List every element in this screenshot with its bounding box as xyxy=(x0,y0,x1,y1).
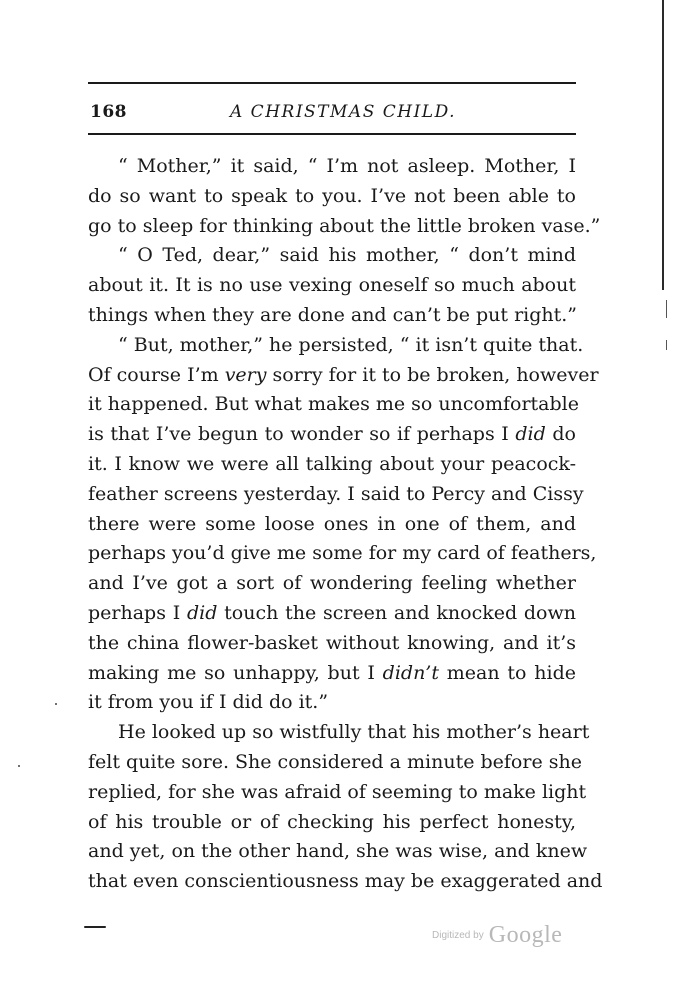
text-line: perhaps I did touch the screen and knocked down xyxy=(88,601,576,624)
margin-speck xyxy=(18,765,20,767)
running-header xyxy=(88,102,576,126)
emphasis: didn’t xyxy=(382,661,439,684)
text-line: replied, for she was afraid of seeming to make light xyxy=(88,780,587,803)
text-line: the china flower-basket without knowing, and it’s xyxy=(88,631,576,654)
text-line: of his trouble or of checking his perfect honesty, xyxy=(88,810,576,833)
text-line: feather screens yesterday. I said to Percy and Cissy xyxy=(88,482,584,505)
text-line: do so want to speak to you. I’ve not been able to xyxy=(88,184,576,207)
emphasis: very xyxy=(224,363,267,386)
margin-speck xyxy=(55,703,57,705)
text-line: “ But, mother,” he persisted, “ it isn’t quite that. xyxy=(118,333,584,356)
text-line: “ O Ted, dear,” said his mother, “ don’t mind xyxy=(118,244,576,267)
text-line: about it. It is no use vexing oneself so much about xyxy=(88,274,576,297)
emphasis: did xyxy=(186,601,218,624)
running-head-title: A CHRISTMAS CHILD. xyxy=(230,102,457,122)
text-line: things when they are done and can’t be put right.” xyxy=(88,303,578,326)
page-edge-tick xyxy=(666,300,667,318)
page-edge-tick xyxy=(666,340,667,350)
digitization-watermark xyxy=(432,922,562,949)
text-line: is that I’ve begun to wonder so if perhaps I did do xyxy=(88,423,576,446)
header-rule-bottom xyxy=(88,133,576,135)
watermark-brand: Google xyxy=(488,922,563,948)
text-line: that even conscientiousness may be exaggerated and xyxy=(88,870,603,893)
text-line: there were some loose ones in one of them, and xyxy=(88,512,576,535)
text-line: Of course I’m very sorry for it to be broken, however xyxy=(88,363,599,386)
page-number: 168 xyxy=(90,102,127,122)
watermark-digitized-by: Digitized by xyxy=(432,930,484,941)
text-line: He looked up so wistfully that his mother’s heart xyxy=(118,721,590,744)
emphasis: did xyxy=(515,423,546,446)
header-rule-top xyxy=(88,82,576,84)
text-line: and I’ve got a sort of wondering feeling whether xyxy=(88,572,576,595)
text-line: it from you if I did do it.” xyxy=(88,691,329,714)
footer-mark xyxy=(84,926,106,928)
page-edge-line xyxy=(662,0,664,290)
text-line: and yet, on the other hand, she was wise, and knew xyxy=(88,840,588,863)
body-text xyxy=(88,152,603,897)
text-line: perhaps you’d give me some for my card of feathers, xyxy=(88,542,597,565)
text-line: felt quite sore. She considered a minute before she xyxy=(88,750,582,773)
text-line: “ Mother,” it said, “ I’m not asleep. Mother, I xyxy=(118,155,576,177)
text-line: making me so unhappy, but I didn’t mean to hide xyxy=(88,661,576,684)
text-line: it happened. But what makes me so uncomfortable xyxy=(88,393,579,416)
text-line: it. I know we were all talking about your peacock- xyxy=(88,452,576,475)
text-line: go to sleep for thinking about the little broken vase.” xyxy=(88,214,601,237)
